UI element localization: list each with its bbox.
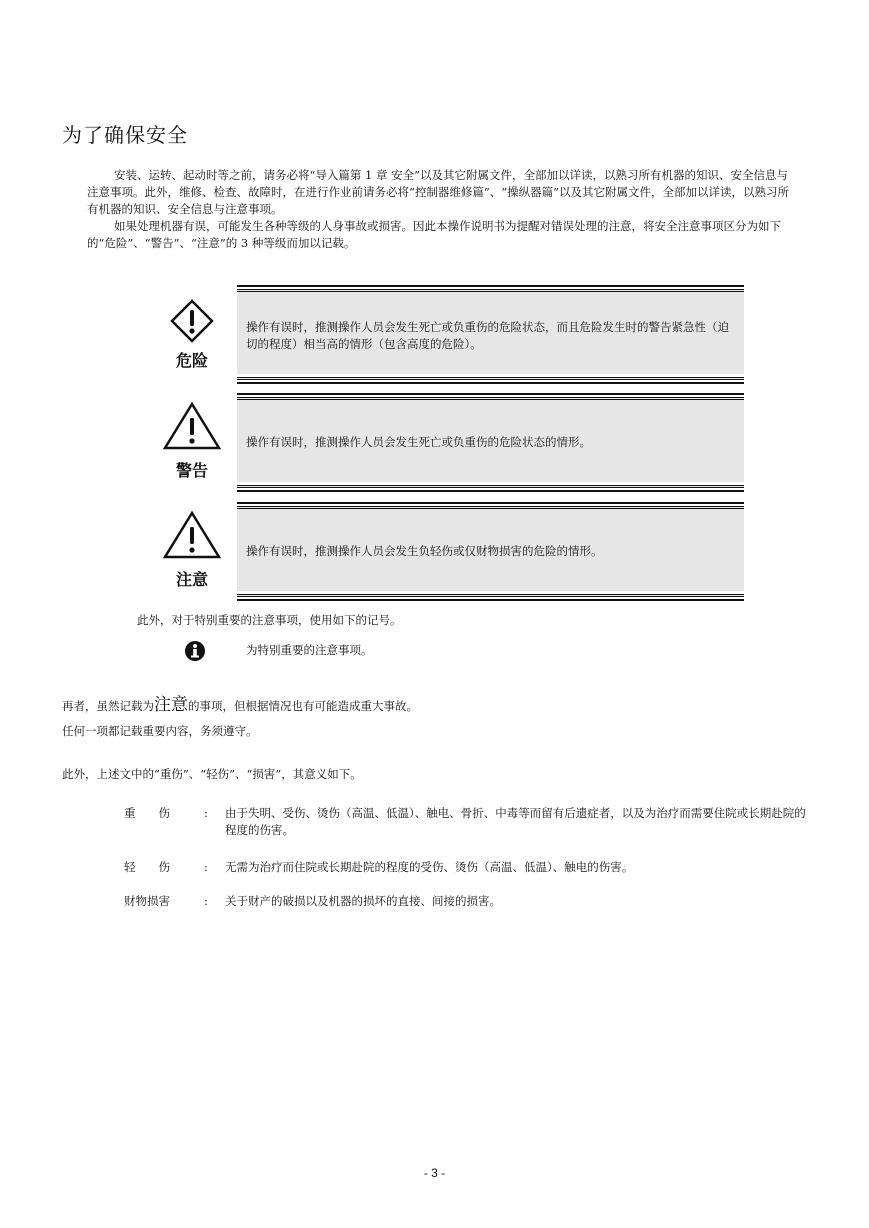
triangle-exclamation-icon <box>162 402 222 450</box>
caution-statement-pre: 再者，虽然记载为 <box>62 699 154 713</box>
definition-row <box>124 893 824 913</box>
intro-section <box>87 167 797 252</box>
warning-label: 警告 <box>175 461 208 480</box>
definition-colon: : <box>204 894 208 908</box>
danger-label: 危险 <box>175 351 208 370</box>
page-number: - 3 - <box>423 1166 446 1180</box>
danger-box <box>237 289 744 380</box>
definition-colon: : <box>204 860 208 874</box>
must-follow-statement: 任何一项都记载重要内容，务须遵守。 <box>62 724 258 738</box>
warning-symbol <box>162 402 222 481</box>
definition-desc: 由于失明、受伤、烫伤（高温、低温）、触电、骨折、中毒等而留有后遗症者，以及为治疗而需要住院或长期赴院的程度的伤害。 <box>225 806 806 837</box>
danger-text: 操作有误时，推测操作人员会发生死亡或负重伤的危险状态，而且危险发生时的警告紧急性（迫切的程度）相当高的情形（包含高度的危险）。 <box>246 320 729 351</box>
definition-row <box>124 859 824 879</box>
definition-term: 重 伤 <box>124 806 170 820</box>
definitions-intro: 此外，上述文中的“重伤”、“轻伤”、“损害”，其意义如下。 <box>62 767 362 781</box>
warning-box <box>237 397 744 488</box>
caution-statement-word: 注意 <box>154 695 188 715</box>
intro-paragraph-2: 如果处理机器有误，可能发生各种等级的人身事故或损害。因此本操作说明书为提醒对错误处理的注意，将安全注意事项区分为如下的“危险”、“警告”、“注意”的 3 种等级而加以记载。 <box>87 219 781 250</box>
important-icon <box>184 640 206 666</box>
definition-desc: 无需为治疗而住院或长期赴院的程度的受伤、烫伤（高温、低温）、触电的伤害。 <box>225 860 634 874</box>
caution-symbol <box>162 511 222 590</box>
caution-statement-post: 的事项，但根据情况也有可能造成重大事故。 <box>188 699 418 713</box>
definition-term: 财物损害 <box>124 894 170 908</box>
definition-desc: 关于财产的破损以及机器的损坏的直接、间接的损害。 <box>225 894 501 908</box>
intro-paragraph-1: 安装、运转、起动时等之前，请务必将“导入篇第 1 章 安全”以及其它附属文件，全部加以详读，以熟习所有机器的知识、安全信息与注意事项。此外，维修、检查、故障时，在进行作业前请务必将“控制器维修篇”、“操纵器篇”以及其它附属文件，全部加以详读，以熟习所有机器的知识、安全信息与注意事项。 <box>87 168 790 216</box>
caution-box <box>237 506 744 597</box>
page-title: 为了确保安全 <box>62 123 188 147</box>
definition-term: 轻 伤 <box>124 860 170 874</box>
danger-symbol <box>162 298 222 371</box>
special-note-intro: 此外，对于特别重要的注意事项，使用如下的记号。 <box>137 613 402 627</box>
caution-text: 操作有误时，推测操作人员会发生负轻伤或仅财物损害的危险的情形。 <box>246 544 603 558</box>
definition-colon: : <box>204 806 208 820</box>
triangle-exclamation-icon <box>162 511 222 559</box>
diamond-exclamation-icon <box>169 298 215 344</box>
caution-statement <box>62 697 418 715</box>
definition-row <box>124 805 824 845</box>
special-note-text: 为特别重要的注意事项。 <box>246 643 373 657</box>
caution-label: 注意 <box>175 570 208 589</box>
warning-text: 操作有误时，推测操作人员会发生死亡或负重伤的危险状态的情形。 <box>246 435 591 449</box>
